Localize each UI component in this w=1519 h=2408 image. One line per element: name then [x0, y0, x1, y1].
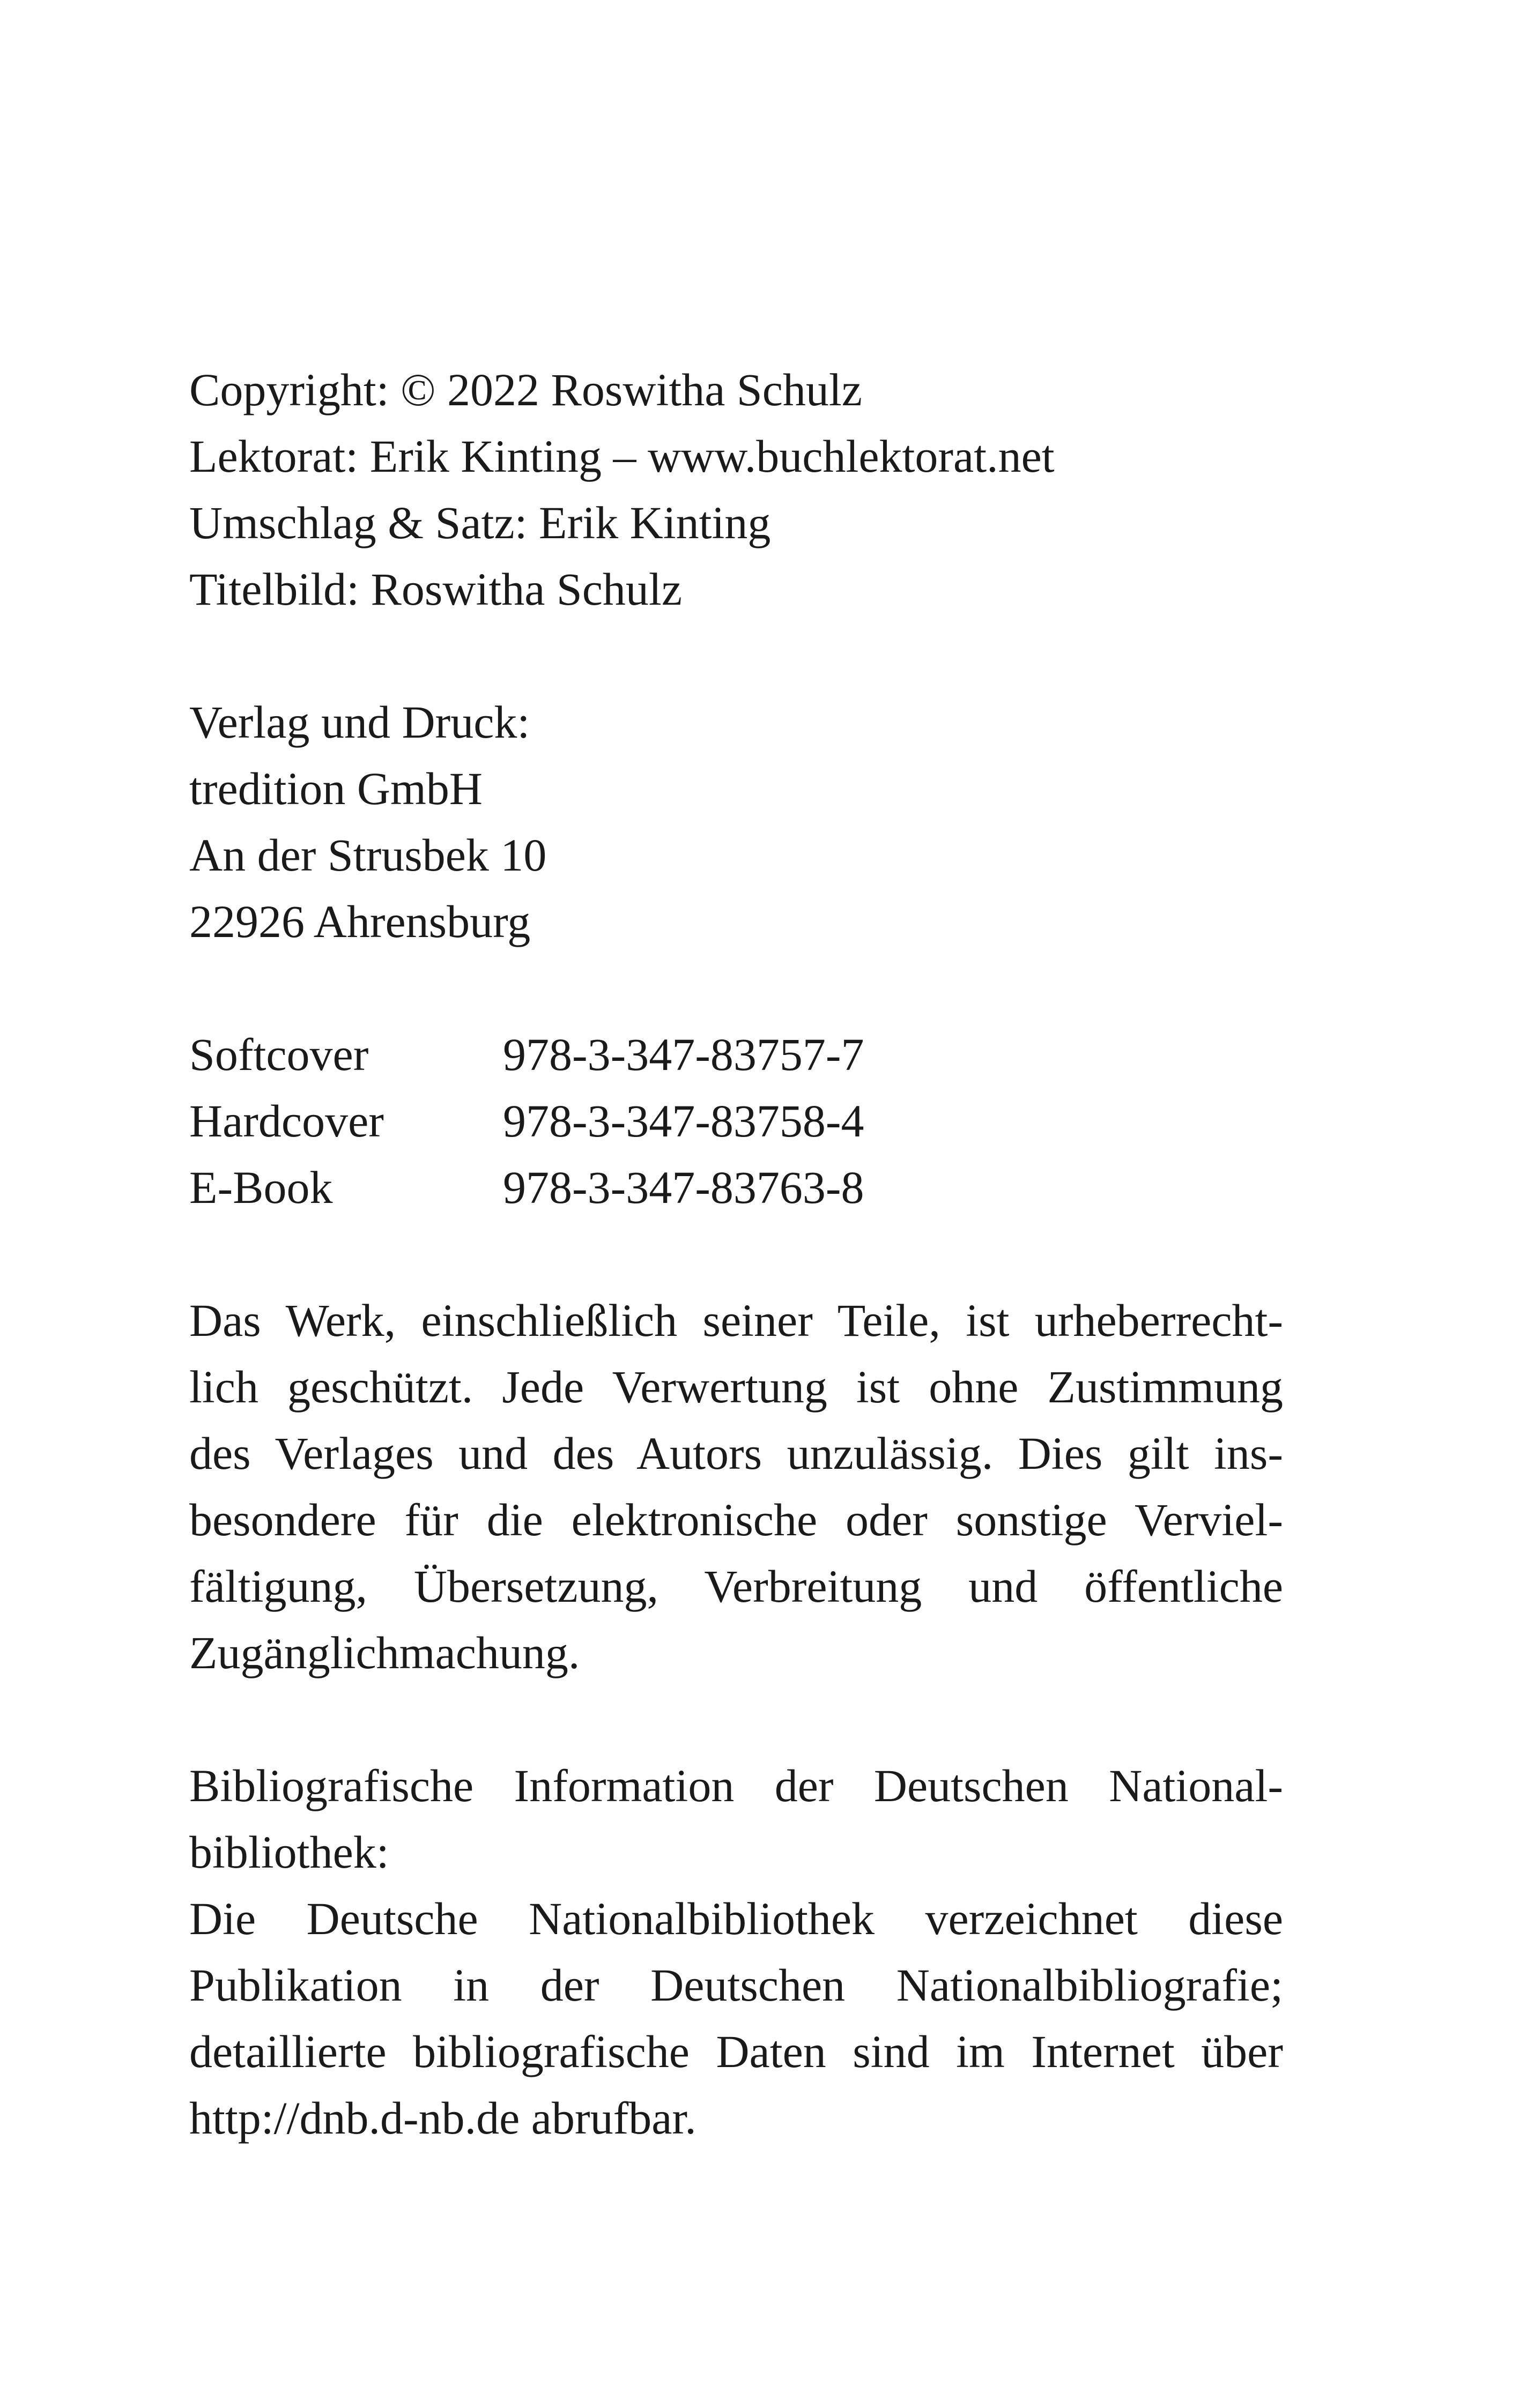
bibliographic-info-paragraph: [189, 1752, 1283, 2151]
rights-notice-line: lich geschützt. Jede Verwertung ist ohne Zustimmung: [189, 1361, 1283, 1413]
isbn-number: 978-3-347-83757-7: [503, 1029, 864, 1080]
rights-notice-line: fältigung, Übersetzung, Verbreitung und öffentliche: [189, 1560, 1283, 1612]
bibliographic-line: Die Deutsche Nationalbibliothek verzeichnet diese: [189, 1893, 1283, 1944]
copyright-line: Copyright: © 2022 Roswitha Schulz: [189, 364, 862, 415]
publisher-block: [189, 689, 1283, 955]
rights-notice-line: des Verlages und des Autors unzulässig. Dies gilt ins-: [189, 1428, 1283, 1479]
lektorat-line: Lektorat: Erik Kinting – www.buchlektorat.net: [189, 430, 1055, 482]
bibliographic-line: bibliothek:: [189, 1826, 389, 1878]
rights-notice-line: Das Werk, einschließlich seiner Teile, ist urheberrecht-: [189, 1295, 1283, 1346]
isbn-row: [189, 1154, 1283, 1221]
isbn-row: [189, 1021, 1283, 1088]
isbn-number: 978-3-347-83758-4: [503, 1095, 864, 1147]
bibliographic-line: http://dnb.d-nb.de abrufbar.: [189, 2092, 696, 2144]
imprint-content: [189, 356, 1283, 2218]
isbn-format: Hardcover: [189, 1095, 384, 1147]
rights-notice-paragraph: [189, 1287, 1283, 1686]
isbn-block: [189, 1021, 1283, 1221]
publisher-heading: Verlag und Druck:: [189, 696, 530, 748]
isbn-number: 978-3-347-83763-8: [503, 1162, 864, 1213]
isbn-row: [189, 1088, 1283, 1154]
isbn-format: E-Book: [189, 1162, 333, 1213]
publisher-city: 22926 Ahrensburg: [189, 896, 531, 947]
credits-block: [189, 356, 1283, 622]
rights-notice-line: besondere für die elektronische oder sonstige Verviel-: [189, 1494, 1283, 1545]
publisher-street: An der Strusbek 10: [189, 829, 547, 881]
bibliographic-line: Bibliografische Information der Deutschen National-: [189, 1760, 1283, 1811]
cover-image-line: Titelbild: Roswitha Schulz: [189, 563, 682, 615]
publisher-name: tredition GmbH: [189, 763, 483, 814]
isbn-format: Softcover: [189, 1029, 369, 1080]
bibliographic-line: detaillierte bibliografische Daten sind im Internet über: [189, 2026, 1283, 2077]
bibliographic-line: Publikation in der Deutschen Nationalbibliografie;: [189, 1959, 1283, 2011]
cover-typesetting-line: Umschlag & Satz: Erik Kinting: [189, 497, 771, 548]
rights-notice-line: Zugänglichmachung.: [189, 1627, 580, 1678]
